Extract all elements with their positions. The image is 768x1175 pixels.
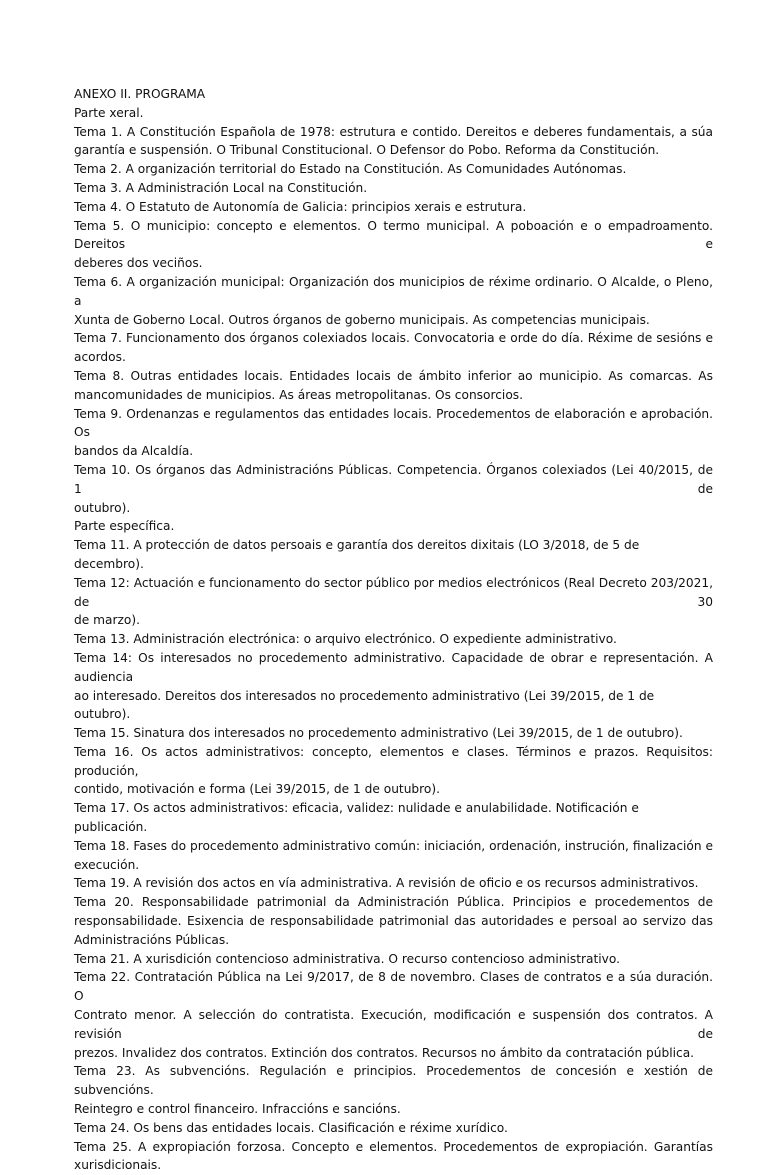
topic-19: Tema 19. A revisión dos actos en vía administrativa. A revisión de oficio e os recursos administrativos. <box>74 876 699 891</box>
topic-25-line-1: Tema 25. A expropiación forzosa. Concepto e elementos. Procedementos de expropiación. Garantías <box>74 1139 713 1154</box>
topic-18-line-1: Tema 18. Fases do procedemento administrativo común: iniciación, ordenación, instrución, finalización e <box>74 838 713 853</box>
topic-9-line-1: Tema 9. Ordenanzas e regulamentos das entidades locais. Procedementos de elaboración e aprobación. Os <box>74 406 713 440</box>
topic-24: Tema 24. Os bens das entidades locais. Clasificación e réxime xurídico. <box>74 1120 508 1135</box>
topic-16-line-2: contido, motivación e forma (Lei 39/2015, de 1 de outubro). <box>74 782 440 797</box>
topic-12-line-1: Tema 12: Actuación e funcionamento do sector público por medios electrónicos (Real Decreto 203/2021, de 30 <box>74 575 713 609</box>
topic-17: Tema 17. Os actos administrativos: eficacia, validez: nulidade e anulabilidade. Notificación e publicación. <box>74 801 639 835</box>
section-heading-specific: Parte específica. <box>74 519 175 534</box>
topic-25-line-2: xurisdicionais. <box>74 1158 162 1173</box>
topic-10-line-2: outubro). <box>74 500 131 515</box>
topic-18-line-2: execución. <box>74 857 140 872</box>
topic-6-line-1: Tema 6. A organización municipal: Organización dos municipios de réxime ordinario. O Alcalde, o Pleno, a <box>74 274 713 308</box>
topic-22-line-1: Tema 22. Contratación Pública na Lei 9/2017, de 8 de novembro. Clases de contratos e a súa duración. O <box>74 970 713 1004</box>
topic-14-line-2: ao interesado. Dereitos dos interesados no procedemento administrativo (Lei 39/2015, de 1 de outubro). <box>74 688 655 722</box>
topic-16-line-1: Tema 16. Os actos administrativos: concepto, elementos e clases. Términos e prazos. Requisitos: produción, <box>74 744 713 778</box>
topic-20-line-2: responsabilidade. Esixencia de responsabilidade patrimonial das autoridades e persoal ao servizo das <box>74 914 713 929</box>
topic-13: Tema 13. Administración electrónica: o arquivo electrónico. O expediente administrativo. <box>74 632 617 647</box>
topic-20-line-3: Administracións Públicas. <box>74 932 230 947</box>
document-heading: ANEXO II. PROGRAMA <box>74 87 206 101</box>
topic-12-line-2: de marzo). <box>74 613 140 628</box>
topic-22-line-3: prezos. Invalidez dos contratos. Extinción dos contratos. Recursos no ámbito da contratación pública. <box>74 1045 695 1060</box>
document-page <box>74 85 713 1175</box>
topic-1-line-1: Tema 1. A Constitución Española de 1978: estrutura e contido. Dereitos e deberes fundamentais, a súa <box>74 124 713 139</box>
topic-9-line-2: bandos da Alcaldía. <box>74 444 194 459</box>
topic-10-line-1: Tema 10. Os órganos das Administracións Públicas. Competencia. Órganos colexiados (Lei 40/2015, de 1 de <box>74 462 713 496</box>
topic-3: Tema 3. A Administración Local na Constitución. <box>74 180 368 195</box>
topic-20-line-1: Tema 20. Responsabilidade patrimonial da Administración Pública. Principios e procedementos de <box>74 895 713 910</box>
topic-4: Tema 4. O Estatuto de Autonomía de Galicia: principios xerais e estrutura. <box>74 199 527 214</box>
topic-7-line-2: acordos. <box>74 350 126 365</box>
topic-23-line-1: Tema 23. As subvencións. Regulación e principios. Procedementos de concesión e xestión de subvencións. <box>74 1064 713 1098</box>
topic-14-line-1: Tema 14: Os interesados no procedemento administrativo. Capacidade de obrar e representación. A audiencia <box>74 650 713 684</box>
topic-6-line-2: Xunta de Goberno Local. Outros órganos de goberno municipais. As competencias municipais. <box>74 312 650 327</box>
topic-21: Tema 21. A xurisdición contencioso administrativa. O recurso contencioso administrativo. <box>74 951 620 966</box>
topic-8-line-2: mancomunidades de municipios. As áreas metropolitanas. Os consorcios. <box>74 387 523 402</box>
section-heading-general: Parte xeral. <box>74 105 144 120</box>
topic-2: Tema 2. A organización territorial do Estado na Constitución. As Comunidades Autónomas. <box>74 162 627 177</box>
topic-22-line-2: Contrato menor. A selección do contratista. Execución, modificación e suspensión dos contratos. A revisión de <box>74 1008 713 1041</box>
topic-7-line-1: Tema 7. Funcionamento dos órganos colexiados locais. Convocatoria e orde do día. Réxime de sesións e <box>74 331 713 346</box>
topic-5-line-1: Tema 5. O municipio: concepto e elementos. O termo municipal. A poboación e o empadroamento. Dereitos e <box>74 218 713 252</box>
topic-23-line-2: Reintegro e control financeiro. Infraccións e sancións. <box>74 1102 401 1117</box>
topic-5-line-2: deberes dos veciños. <box>74 256 203 271</box>
topic-15: Tema 15. Sinatura dos interesados no procedemento administrativo (Lei 39/2015, de 1 de outubro). <box>74 726 683 741</box>
topic-1-line-2: garantía e suspensión. O Tribunal Constitucional. O Defensor do Pobo. Reforma da Constitución. <box>74 143 660 158</box>
topic-11: Tema 11. A protección de datos persoais e garantía dos dereitos dixitais (LO 3/2018, de 5 de decembro). <box>74 538 640 571</box>
topic-8-line-1: Tema 8. Outras entidades locais. Entidades locais de ámbito inferior ao municipio. As comarcas. As <box>74 368 713 383</box>
